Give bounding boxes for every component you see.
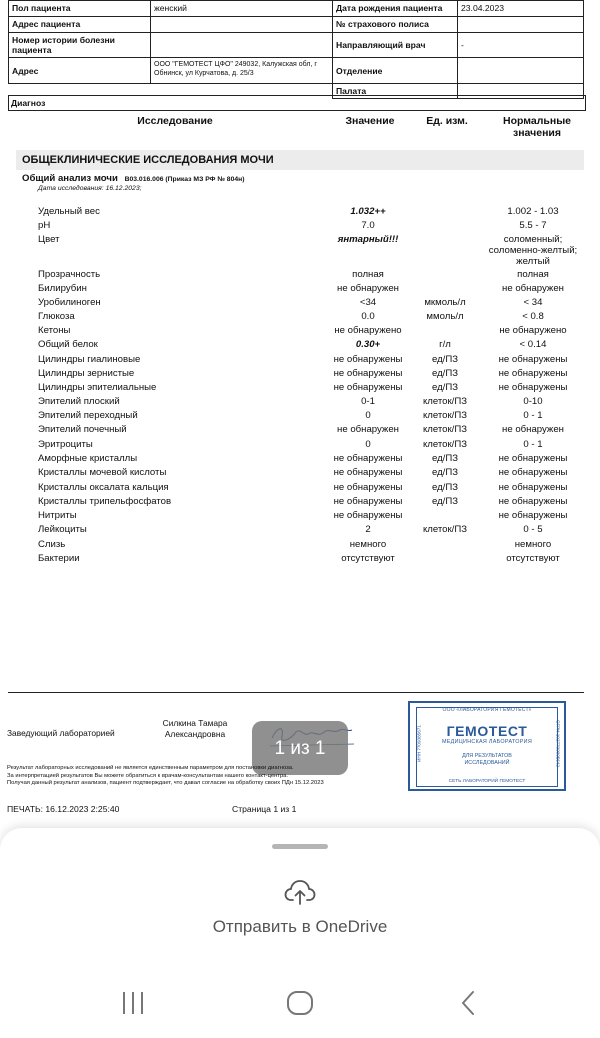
- result-value: <34: [359, 297, 377, 308]
- section-title: ОБЩЕКЛИНИЧЕСКИЕ ИССЛЕДОВАНИЯ МОЧИ: [16, 150, 584, 170]
- result-value: отсутствуют: [341, 553, 395, 564]
- result-row: [0, 233, 600, 267]
- stamp-brand: ГЕМОТЕСТ: [446, 723, 528, 739]
- onedrive-share-label[interactable]: Отправить в OneDrive: [212, 917, 388, 936]
- result-row: [0, 523, 600, 537]
- result-norm: не обнаружен: [502, 283, 564, 294]
- result-name: Глюкоза: [38, 311, 75, 322]
- result-norm: не обнаружены: [498, 453, 568, 464]
- result-norm: не обнаружено: [499, 325, 567, 336]
- result-name: Лейкоциты: [38, 524, 87, 535]
- result-norm: не обнаружен: [502, 424, 564, 435]
- lab-stamp: [408, 701, 566, 791]
- result-name: Общий белок: [38, 339, 98, 350]
- head-name: Силкина Тамара Александровна: [162, 718, 228, 739]
- stamp-inn: ИНН 7709385671: [416, 725, 422, 762]
- result-name: Нитриты: [38, 510, 77, 521]
- addr-value: ООО "ГЕМОТЕСТ ЦФО" 249032, Калужская обл, г Обнинск, ул Курчатова, д. 25/3: [151, 58, 333, 84]
- result-unit: ммоль/л: [426, 311, 464, 322]
- result-row: [0, 296, 600, 310]
- result-row: [0, 466, 600, 480]
- doctor-value: -: [458, 33, 584, 58]
- result-row: [0, 409, 600, 423]
- disclaimer: Результат лабораторных исследований не является единственным параметром для постановки диагноза. За интерпретацией результатов Вы можете обратиться к врачам-консультантам нашего контакт-центра. Получая данный результат анализов, пациент подтверждает, что давал согласие на обработку своих ПДн 15.12.2023: [7, 765, 324, 787]
- result-name: Эритроциты: [38, 439, 93, 450]
- result-value: полная: [352, 269, 384, 280]
- result-row: [0, 282, 600, 296]
- gender-value: женский: [151, 1, 333, 17]
- result-norm: соломенный;: [503, 234, 563, 245]
- result-value: 2: [365, 524, 371, 535]
- result-unit: г/л: [439, 339, 451, 350]
- addr-label: Адрес: [9, 58, 151, 84]
- result-name: Билирубин: [38, 283, 87, 294]
- result-unit: ед/ПЗ: [431, 368, 459, 379]
- result-unit: ед/ПЗ: [431, 482, 459, 493]
- stamp-mid-2: ИССЛЕДОВАНИЙ: [464, 760, 510, 766]
- result-norm: не обнаружены: [498, 382, 568, 393]
- result-value: не обнаружены: [333, 510, 403, 521]
- result-norm: не обнаружены: [498, 510, 568, 521]
- footer-divider: [8, 692, 584, 693]
- result-norm: 5.5 - 7: [519, 220, 547, 231]
- cloud-upload-icon: [284, 878, 316, 906]
- result-unit: ед/ПЗ: [431, 354, 459, 365]
- result-name: Цвет: [38, 234, 60, 245]
- result-row: [0, 423, 600, 437]
- result-name: Кристаллы оксалата кальция: [38, 482, 169, 493]
- result-row: [0, 538, 600, 552]
- policy-label: № страхового полиса: [333, 17, 458, 33]
- result-value: янтарный!!!: [337, 234, 399, 245]
- result-value: 0: [365, 410, 371, 421]
- subsection-code: В03.016.006 (Приказ МЗ РФ № 804н): [124, 176, 245, 183]
- result-value: 0: [365, 439, 371, 450]
- result-unit: мкмоль/л: [424, 297, 466, 308]
- result-norm: 1.002 - 1.03: [507, 206, 559, 217]
- result-row: [0, 381, 600, 395]
- result-value: 0.0: [361, 311, 375, 322]
- result-row: [0, 219, 600, 233]
- result-unit: клеток/ПЗ: [422, 396, 468, 407]
- result-row: [0, 367, 600, 381]
- result-name: Удельный вес: [38, 206, 100, 217]
- result-norm: 0-10: [523, 396, 543, 407]
- study-date: Дата исследования: 16.12.2023;: [38, 185, 142, 192]
- result-row: [0, 509, 600, 523]
- gender-label: Пол пациента: [9, 1, 151, 17]
- stamp-mid-1: ДЛЯ РЕЗУЛЬТАТОВ: [462, 753, 512, 759]
- dob-value: 23.04.2023: [458, 1, 584, 17]
- result-value: 0-1: [361, 396, 375, 407]
- column-header-unit: Ед. изм.: [426, 115, 468, 127]
- column-header-norm: Нормальные значения: [502, 115, 571, 139]
- result-norm: не обнаружены: [498, 496, 568, 507]
- column-header-value: Значение: [345, 115, 395, 127]
- recent-apps-icon[interactable]: [120, 990, 146, 1016]
- back-icon[interactable]: [458, 990, 478, 1016]
- result-row: [0, 481, 600, 495]
- result-norm: полная: [517, 269, 549, 280]
- result-norm: не обнаружены: [498, 368, 568, 379]
- result-name: Кетоны: [38, 325, 71, 336]
- result-norm: 0 - 1: [523, 439, 543, 450]
- result-name: Бактерии: [38, 553, 80, 564]
- result-value: 0.30+: [355, 339, 381, 350]
- result-row: [0, 438, 600, 452]
- result-name: Эпителий плоский: [38, 396, 120, 407]
- result-name: Эпителий почечный: [38, 424, 127, 435]
- result-row: [0, 310, 600, 324]
- result-row: [0, 495, 600, 509]
- result-norm: желтый: [516, 256, 550, 267]
- stamp-bottom: СЕТЬ ЛАБОРАТОРИЙ ГЕМОТЕСТ: [448, 779, 526, 784]
- result-name: Цилиндры гиалиновые: [38, 354, 141, 365]
- result-value: не обнаружены: [333, 382, 403, 393]
- result-norm: не обнаружены: [498, 482, 568, 493]
- result-value: 1.032++: [350, 206, 386, 217]
- result-value: не обнаружено: [334, 325, 402, 336]
- result-unit: ед/ПЗ: [431, 453, 459, 464]
- result-name: pH: [38, 220, 51, 231]
- doctor-label: Направляющий врач: [333, 33, 458, 58]
- head-label: Заведующий лабораторией: [7, 728, 115, 738]
- result-norm: 0 - 1: [523, 410, 543, 421]
- result-name: Кристаллы мочевой кислоты: [38, 467, 167, 478]
- result-unit: ед/ПЗ: [431, 467, 459, 478]
- result-norm: не обнаружены: [498, 467, 568, 478]
- result-row: [0, 268, 600, 282]
- result-name: Цилиндры эпителиальные: [38, 382, 157, 393]
- result-row: [0, 205, 600, 219]
- stamp-top-text: ООО «ЛАБОРАТОРИЯ ГЕМОТЕСТ»: [442, 707, 532, 713]
- result-norm: не обнаружены: [498, 354, 568, 365]
- address-label: Адрес пациента: [9, 17, 151, 33]
- result-value: не обнаружены: [333, 467, 403, 478]
- stamp-sub: МЕДИЦИНСКАЯ ЛАБОРАТОРИЯ: [441, 739, 533, 745]
- page-number: Страница 1 из 1: [232, 804, 297, 814]
- result-value: немного: [349, 539, 387, 550]
- result-row: [0, 552, 600, 566]
- result-name: Слизь: [38, 539, 66, 550]
- share-sheet: [0, 828, 600, 1038]
- result-value: 7.0: [361, 220, 375, 231]
- result-name: Аморфные кристаллы: [38, 453, 138, 464]
- result-value: не обнаружены: [333, 368, 403, 379]
- drag-handle[interactable]: [272, 844, 328, 849]
- result-value: не обнаружены: [333, 453, 403, 464]
- result-value: не обнаружен: [337, 424, 399, 435]
- result-value: не обнаружены: [333, 496, 403, 507]
- result-value: не обнаружены: [333, 482, 403, 493]
- home-icon[interactable]: [285, 990, 315, 1016]
- result-name: Кристаллы трипельфосфатов: [38, 496, 172, 507]
- result-value: не обнаружен: [337, 283, 399, 294]
- result-value: не обнаружены: [333, 354, 403, 365]
- result-row: [0, 338, 600, 352]
- result-row: [0, 452, 600, 466]
- dob-label: Дата рождения пациента: [333, 1, 458, 17]
- subsection-title: Общий анализ мочи В03.016.006 (Приказ МЗ РФ № 804н): [22, 173, 245, 184]
- result-name: Прозрачность: [38, 269, 101, 280]
- result-norm: < 34: [523, 297, 543, 308]
- result-row: [0, 395, 600, 409]
- dept-label: Отделение: [333, 58, 458, 84]
- history-label: Номер истории болезни пациента: [9, 33, 151, 58]
- result-norm: < 0.8: [522, 311, 544, 322]
- result-unit: ед/ПЗ: [431, 382, 459, 393]
- result-norm: соломенно-желтый;: [488, 245, 578, 256]
- result-unit: клеток/ПЗ: [422, 524, 468, 535]
- print-timestamp: ПЕЧАТЬ: 16.12.2023 2:25:40: [7, 804, 120, 814]
- result-unit: ед/ПЗ: [431, 496, 459, 507]
- stamp-ogrn: ОГРН 1027709005642: [555, 720, 561, 767]
- result-unit: клеток/ПЗ: [422, 424, 468, 435]
- result-row: [0, 324, 600, 338]
- result-name: Цилиндры зернистые: [38, 368, 135, 379]
- result-row: [0, 353, 600, 367]
- result-name: Эпителий переходный: [38, 410, 138, 421]
- page-indicator-text: 1 из 1: [274, 738, 326, 759]
- result-name: Уробилиноген: [38, 297, 101, 308]
- ward-label: Палата: [333, 84, 458, 99]
- result-unit: клеток/ПЗ: [422, 439, 468, 450]
- column-header-test: Исследование: [137, 115, 213, 127]
- result-norm: < 0.14: [519, 339, 547, 350]
- diagnosis-field: Диагноз: [8, 95, 586, 111]
- result-norm: отсутствуют: [506, 553, 560, 564]
- result-unit: клеток/ПЗ: [422, 410, 468, 421]
- result-norm: немного: [514, 539, 552, 550]
- patient-info-table: [8, 0, 584, 99]
- result-norm: 0 - 5: [523, 524, 543, 535]
